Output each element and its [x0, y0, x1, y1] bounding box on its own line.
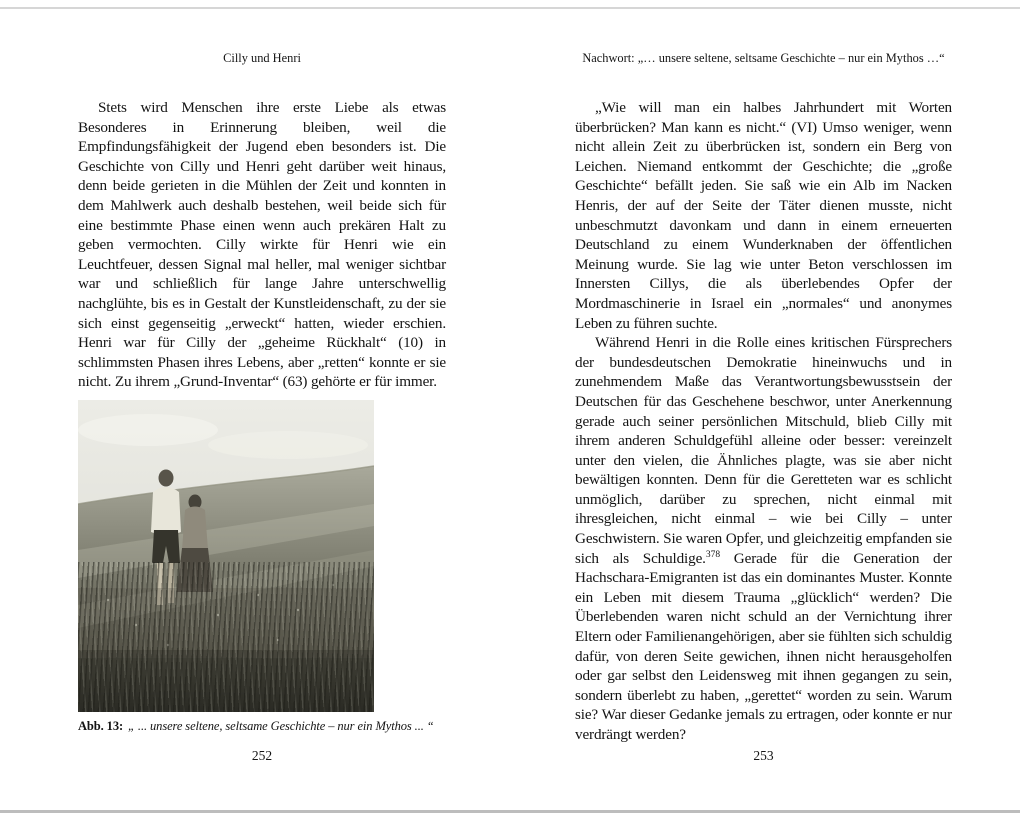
- page-right: [575, 0, 952, 822]
- figure-caption-label: Abb. 13:: [78, 719, 124, 733]
- cloud: [78, 414, 218, 446]
- field-photo: [78, 400, 374, 712]
- paragraph-text: Während Henri in die Rolle eines kritischen Fürsprechers der bundesdeutschen Demokratie hineinwuchs und in zunehmendem Maße das Verantwortungsbewusstsein der Deutschen für das Geschehene beschwor, unter Anerkennung gerade auch seiner persönlichen Mitschuld, blieb Cilly mit ihrem anderen Schuldgefühl alleine oder besser: vereinzelt unter den vielen, die Ähnliches plagte, was sie aber nicht bewältigen konnten. Denn für die Geretteten war es schlicht unmöglich, darüber zu sprechen, nicht einmal mit ihresgleichen, nicht einmal – wie bei Cilly – unter Geschwistern. Sie waren Opfer, und gleichzeitig empfanden sie sich als Schuldige.: [575, 334, 952, 567]
- grass-texture: [78, 562, 374, 712]
- scan-edge-bottom: [0, 810, 1020, 813]
- running-header-left: Cilly und Henri: [223, 51, 301, 65]
- page-number-left: 252: [251, 748, 273, 763]
- photo-figure: [78, 400, 434, 734]
- page-number-right: 253: [753, 748, 774, 763]
- paragraph: [575, 745, 952, 746]
- paragraph: Stets wird Menschen ihre erste Liebe als etwas Besonderes in Erinnerung bleiben, weil die Empfindungsfähigkeit der Jugend eben besonders ist. Die Geschichte von Cilly und Henri geht darüber weit hinaus, denn beide gerieten in die Mühlen der Zeit und konnten in dem Mahlwerk auch deshalb bestehen, weil beide sich für eine bestimmte Phase einen wenn auch prekären Halt zu geben vermochten. Cilly wirkte für Henri wie ein Leuchtfeuer, dessen Signal mal heller, mal weniger sichtbar war und schließlich für lange Jahre unterschwellig nachglühte, bis es in Gestalt der Kunstleidenschaft, zu der sie sich einst gegenseitig „erweckt“ hatten, wieder erschien. Henri war für Cilly der „geheime Rückhalt“ (10) in schlimmsten Phasen ihres Lebens, aber „retten“ konnte er sie nicht. Zu ihrem „Grund-Inventar“ (63) gehörte er für immer.: [78, 99, 446, 391]
- footnote-marker: 378: [705, 549, 721, 560]
- paragraph: „Wie will man ein halbes Jahrhundert mit Worten überbrücken? Man kann es nicht.“ (VI) Umso weniger, wenn nicht allein Zeit zu überbrücken ist, sondern ein Berg von Leichen. Niemand entkommt der Geschichte; die „große Geschichte“ befällt jeden. Sie saß wie ein Alb im Nacken Henris, der auf der Seite der Täter dienen musste, nicht unbeschmutzt davonkam und dann in einem erneuerten Deutschland zu einem Wunderknaben der öffentlichen Meinung wurde. Sie lag wie unter Beton verschlossen im Innersten Cillys, die als überlebendes Opfer der Mordmaschinerie in Israel ein „normales“ und anonymes Leben zu führen suchte.: [575, 99, 952, 332]
- running-header-right: Nachwort: „… unsere seltene, seltsame Geschichte – nur ein Mythos …“: [582, 51, 945, 65]
- body-text-left: [78, 98, 446, 392]
- paragraph-text: Gerade für die Generation der Hachschara-Emigranten ist das ein dominantes Muster. Konnte ein Leben mit diesem Trauma „glücklich“ werden? Die Überlebenden waren nicht schuld an der Vernichtung ihrer Eltern oder Familienangehörigen, aber sie fühlten sich schuldig dafür, von deren Seite gewichen, ihnen nicht herausgeholfen oder gar selbst den Leidensweg mit ihnen gegangen zu sein, sondern überlebt zu haben, „gerettet“ worden zu sein. Warum sie? War dieser Gedanke jemals zu ertragen, oder konnte er nur verdrängt werden?: [575, 549, 952, 743]
- paragraph: [575, 333, 952, 744]
- body-text-right: [575, 98, 952, 746]
- page-left: [78, 0, 446, 822]
- cloud: [208, 431, 368, 459]
- figure-caption: [78, 719, 434, 734]
- figure-caption-text: „ ... unsere seltene, seltsame Geschichte – nur ein Mythos ... “: [128, 719, 434, 733]
